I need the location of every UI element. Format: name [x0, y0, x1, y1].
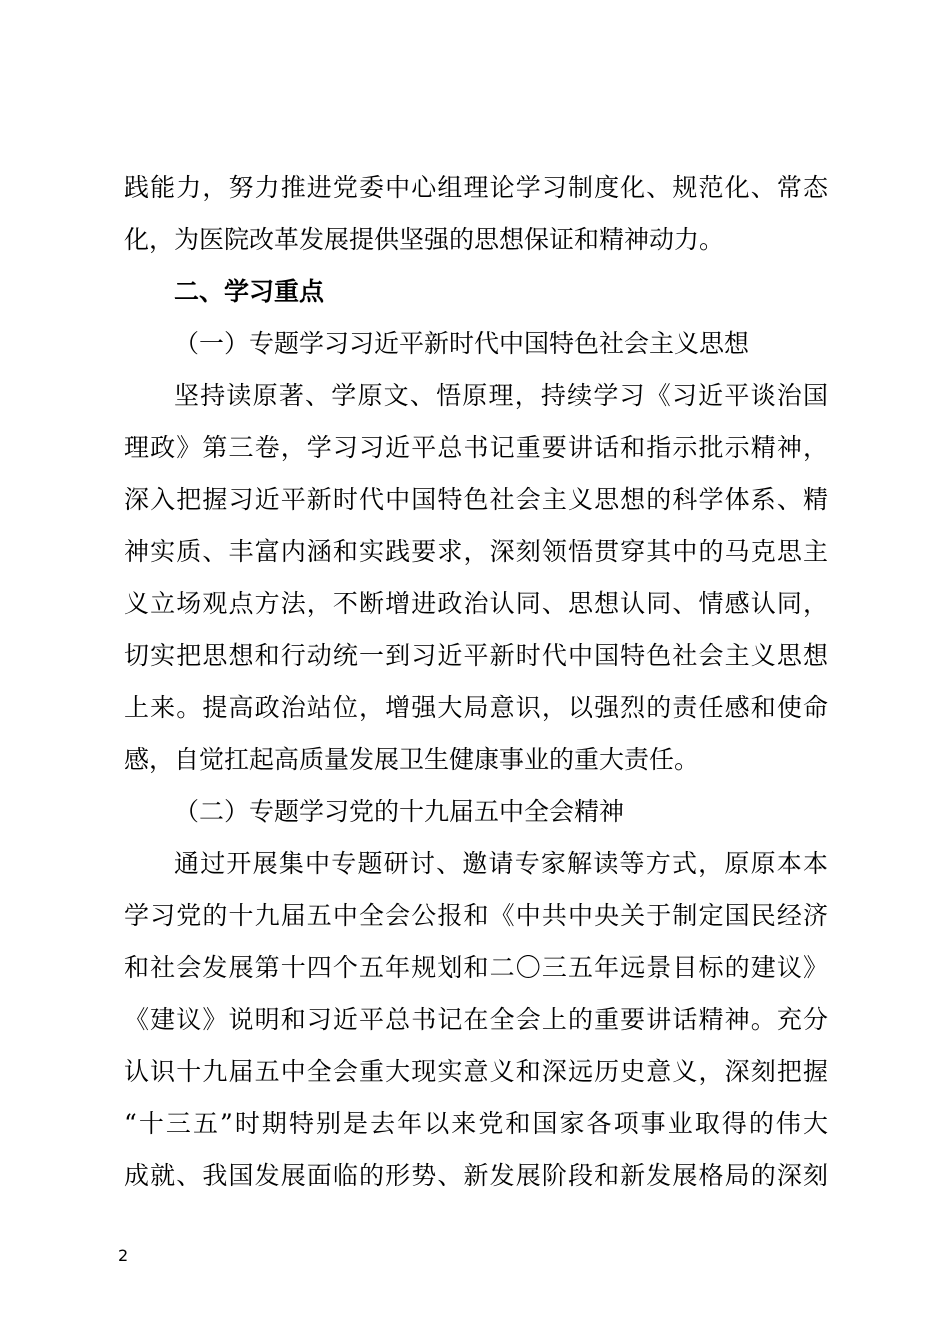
paragraph-line: 义立场观点方法，不断增进政治认同、思想认同、情感认同，: [124, 589, 828, 618]
paragraph-line: 切实把思想和行动统一到习近平新时代中国特色社会主义思想: [124, 641, 828, 670]
paragraph-line: 神实质、丰富内涵和实践要求，深刻领悟贯穿其中的马克思主: [124, 537, 828, 566]
paragraph-line: 通过开展集中专题研讨、邀请专家解读等方式，原原本本: [174, 849, 828, 878]
page-number: 2: [118, 1246, 129, 1265]
paragraph-line: 《建议》说明和习近平总书记在全会上的重要讲话精神。充分: [124, 1005, 828, 1034]
paragraph-line: 感，自觉扛起高质量发展卫生健康事业的重大责任。: [124, 745, 700, 774]
paragraph-line: 学习党的十九届五中全会公报和《中共中央关于制定国民经济: [124, 901, 828, 930]
section-heading: 二、学习重点: [174, 277, 325, 306]
paragraph-line: 化，为医院改革发展提供坚强的思想保证和精神动力。: [124, 225, 725, 254]
subsection-heading: （一）专题学习习近平新时代中国特色社会主义思想: [174, 329, 750, 358]
document-body: [124, 162, 828, 1202]
paragraph-line: 坚持读原著、学原文、悟原理，持续学习《习近平谈治国: [174, 381, 828, 410]
paragraph-line: 深入把握习近平新时代中国特色社会主义思想的科学体系、精: [124, 485, 828, 514]
paragraph-line: 上来。提高政治站位，增强大局意识，以强烈的责任感和使命: [124, 693, 828, 722]
paragraph-line: 认识十九届五中全会重大现实意义和深远历史意义，深刻把握: [124, 1057, 828, 1086]
paragraph-line: 和社会发展第十四个五年规划和二〇三五年远景目标的建议》: [124, 953, 828, 982]
paragraph-line: 理政》第三卷，学习习近平总书记重要讲话和指示批示精神，: [124, 433, 828, 462]
paragraph-line: 践能力，努力推进党委中心组理论学习制度化、规范化、常态: [124, 173, 828, 202]
subsection-heading: （二）专题学习党的十九届五中全会精神: [174, 797, 625, 826]
paragraph-line: 成就、我国发展面临的形势、新发展阶段和新发展格局的深刻: [124, 1161, 828, 1190]
paragraph-line: “十三五”时期特别是去年以来党和国家各项事业取得的伟大: [124, 1109, 828, 1138]
